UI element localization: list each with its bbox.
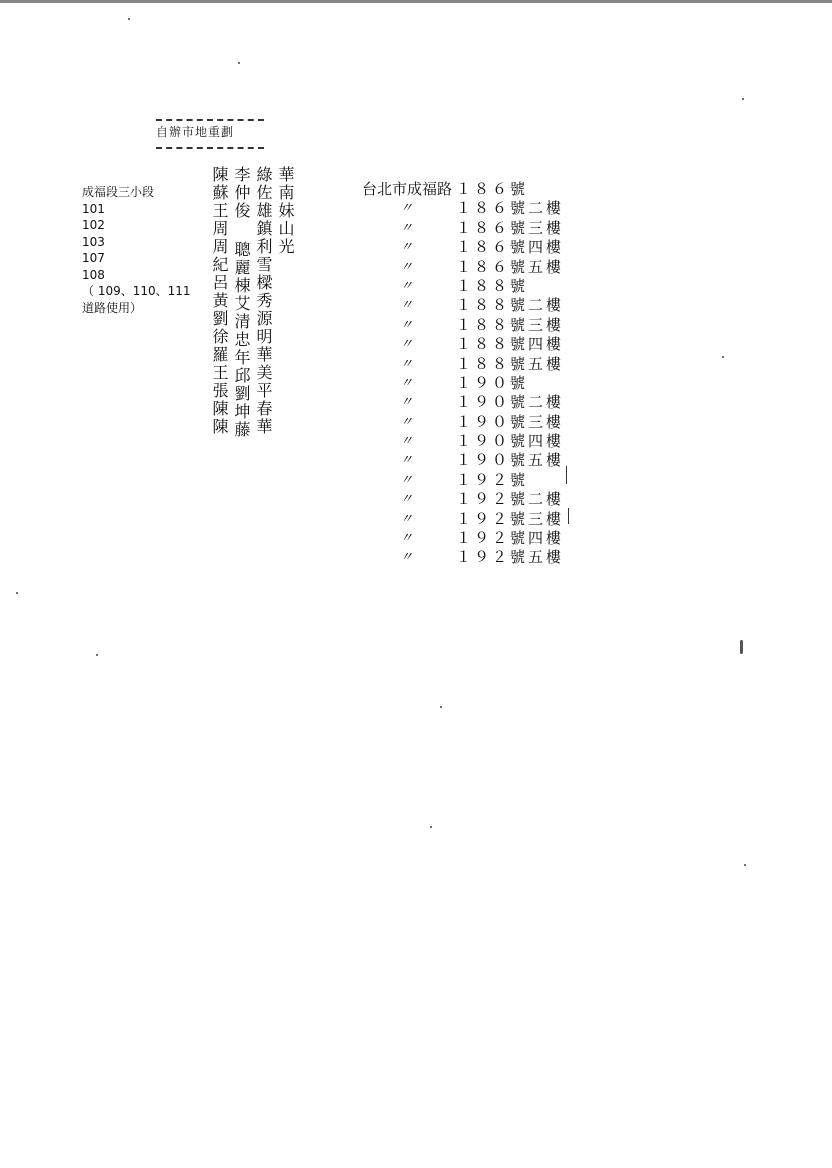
ditto-mark: 〃 (400, 278, 414, 294)
address-number: １９０號二樓 (456, 393, 565, 412)
address-number: １８８號三樓 (456, 315, 565, 334)
ditto-mark: 〃 (400, 550, 414, 566)
ditto-mark: 〃 (400, 220, 414, 236)
scan-mark (566, 466, 567, 484)
owner-name-column-3: 綠佐雄鎮利雪樑秀源明華美平春華 (254, 166, 273, 436)
address-number: １８８號二樓 (456, 296, 565, 315)
lot-number: 103 (82, 234, 105, 249)
address-number: １９０號三樓 (456, 412, 565, 431)
address-number: １８８號五樓 (456, 354, 565, 373)
lot-number: 108 (82, 267, 105, 282)
address-number: １９０號五樓 (456, 451, 565, 470)
scan-speckle (128, 18, 130, 20)
scan-speckle (740, 640, 743, 654)
owner-name-column-2: 李仲俊 聰麗棟艾清忠年邱劉坤藤 (232, 166, 251, 439)
lot-note-line1: （ 109、110、111 (82, 284, 191, 298)
owner-name-column-4: 華南妹山光 (276, 166, 295, 256)
lot-number: 101 (82, 201, 105, 216)
ditto-mark: 〃 (400, 259, 414, 275)
scan-mark (568, 508, 569, 524)
ditto-mark: 〃 (400, 337, 414, 353)
scan-speckle (744, 864, 746, 866)
scan-speckle (722, 356, 724, 358)
ditto-mark: 〃 (400, 472, 414, 488)
ditto-mark: 〃 (400, 434, 414, 450)
lot-section-heading: 成福段三小段 (82, 185, 155, 199)
address-number: １９２號四樓 (456, 529, 565, 548)
ditto-mark: 〃 (400, 414, 414, 430)
ditto-mark: 〃 (400, 395, 414, 411)
address-number: １９０號 (456, 373, 529, 392)
scan-speckle (96, 654, 98, 656)
scan-top-edge (0, 0, 832, 3)
address-number: １９２號二樓 (456, 490, 565, 509)
ditto-mark: 〃 (400, 492, 414, 508)
land-lot-list (82, 184, 191, 316)
address-street: 台北市成福路 (362, 180, 453, 198)
address-number: １８６號五樓 (456, 257, 565, 276)
ditto-mark: 〃 (400, 453, 414, 469)
address-number: １９２號 (456, 470, 529, 489)
address-number: １８８號四樓 (456, 335, 565, 354)
scan-speckle (430, 826, 432, 828)
ditto-mark: 〃 (400, 317, 414, 333)
address-number: １８６號四樓 (456, 238, 565, 257)
address-number: １９２號五樓 (456, 548, 565, 567)
ditto-mark: 〃 (400, 531, 414, 547)
address-number: １８６號三樓 (456, 218, 565, 237)
address-number: １９０號四樓 (456, 432, 565, 451)
lot-number: 107 (82, 251, 105, 265)
owner-names-vertical (210, 166, 295, 476)
scan-speckle (238, 62, 240, 64)
scan-speckle (16, 592, 18, 594)
ditto-mark: 〃 (400, 375, 414, 391)
address-number: １８６號二樓 (456, 199, 565, 218)
ditto-mark: 〃 (400, 240, 414, 256)
ditto-mark: 〃 (400, 356, 414, 372)
address-number: １８６號 (456, 180, 529, 198)
owner-name-column-1: 陳蘇王周周紀呂黃劉徐羅王張陳陳 (210, 166, 229, 436)
scan-speckle (742, 98, 744, 100)
lot-note-line2: 道路使用） (82, 300, 143, 315)
ditto-mark: 〃 (400, 201, 414, 217)
ditto-mark: 〃 (400, 511, 414, 527)
lot-number: 102 (82, 218, 105, 232)
address-number: １８８號 (456, 276, 529, 295)
stamp-header: 自辦市地重劃 (156, 119, 264, 149)
scan-speckle (440, 706, 442, 708)
ditto-mark: 〃 (400, 298, 414, 314)
address-number: １９２號三樓 (456, 509, 565, 528)
